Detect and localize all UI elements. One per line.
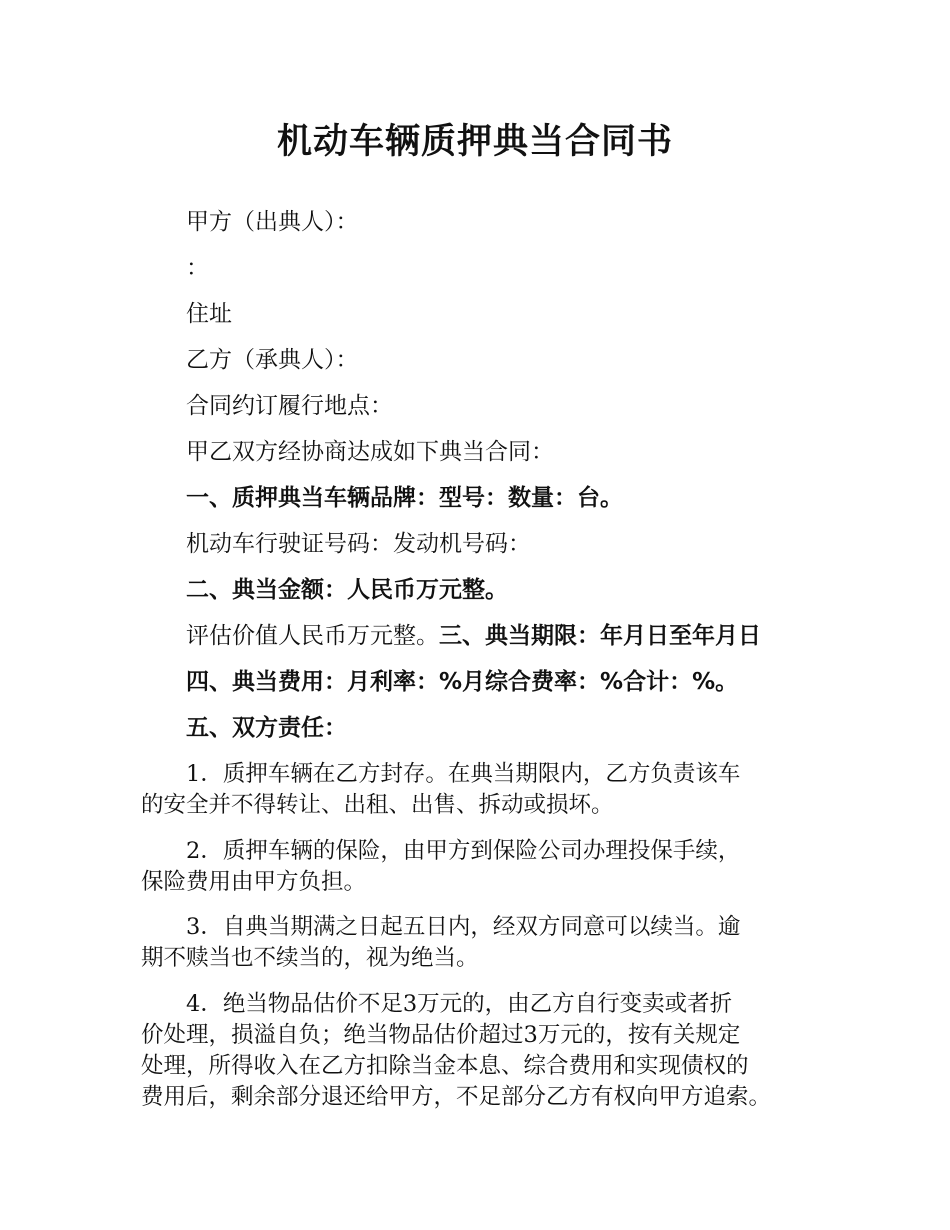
vehicle-numbers-line: 机动车行驶证号码：发动机号码： <box>186 531 531 557</box>
responsibility-line: 1．质押车辆在乙方封存。在典当期限内，乙方负责该车 <box>186 761 741 787</box>
responsibility-item-4 <box>141 989 841 1113</box>
agreement-intro-line: 甲乙双方经协商达成如下典当合同： <box>186 439 554 465</box>
responsibility-line: 处理，所得收入在乙方扣除当金本息、综合费用和实现债权的 <box>141 1053 749 1079</box>
responsibility-line: 期不赎当也不续当的，视为绝当。 <box>141 945 479 971</box>
contract-location-line: 合同约订履行地点： <box>186 393 393 419</box>
clause-4-heading: 四、典当费用：月利率：%月综合费率：%合计：%。 <box>186 669 739 695</box>
clause-1-heading: 一、质押典当车辆品牌：型号：数量：台。 <box>186 485 623 511</box>
responsibility-line: 价处理，损溢自负；绝当物品估价超过3万元的，按有关规定 <box>141 1022 741 1048</box>
valuation-line <box>186 620 761 652</box>
responsibility-line: 2．质押车辆的保险，由甲方到保险公司办理投保手续， <box>186 838 741 864</box>
responsibility-line: 3．自典当期满之日起五日内，经双方同意可以续当。逾 <box>186 914 741 940</box>
party-b-line: 乙方（承典人）： <box>186 347 359 373</box>
colon-line: ： <box>186 255 209 281</box>
responsibility-item-3 <box>141 912 841 974</box>
clause-5-heading: 五、双方责任： <box>186 715 347 741</box>
address-line: 住址 <box>186 301 232 327</box>
document-title: 机动车辆质押典当合同书 <box>276 122 673 162</box>
party-a-line: 甲方（出典人）： <box>186 209 359 235</box>
clause-2-heading: 二、典当金额：人民币万元整。 <box>186 577 508 603</box>
responsibility-line: 4．绝当物品估价不足3万元的，由乙方自行变卖或者折 <box>186 991 733 1017</box>
responsibility-item-2 <box>141 836 841 898</box>
clause-3-heading: 三、典当期限：年月日至年月日 <box>439 623 761 649</box>
responsibility-line: 费用后，剩余部分退还给甲方，不足部分乙方有权向甲方追索。 <box>141 1084 772 1110</box>
valuation-text: 评估价值人民币万元整。 <box>186 623 439 649</box>
responsibility-line: 的安全并不得转让、出租、出售、拆动或损坏。 <box>141 792 614 818</box>
responsibility-item-1 <box>141 759 841 821</box>
responsibility-line: 保险费用由甲方负担。 <box>141 869 367 895</box>
